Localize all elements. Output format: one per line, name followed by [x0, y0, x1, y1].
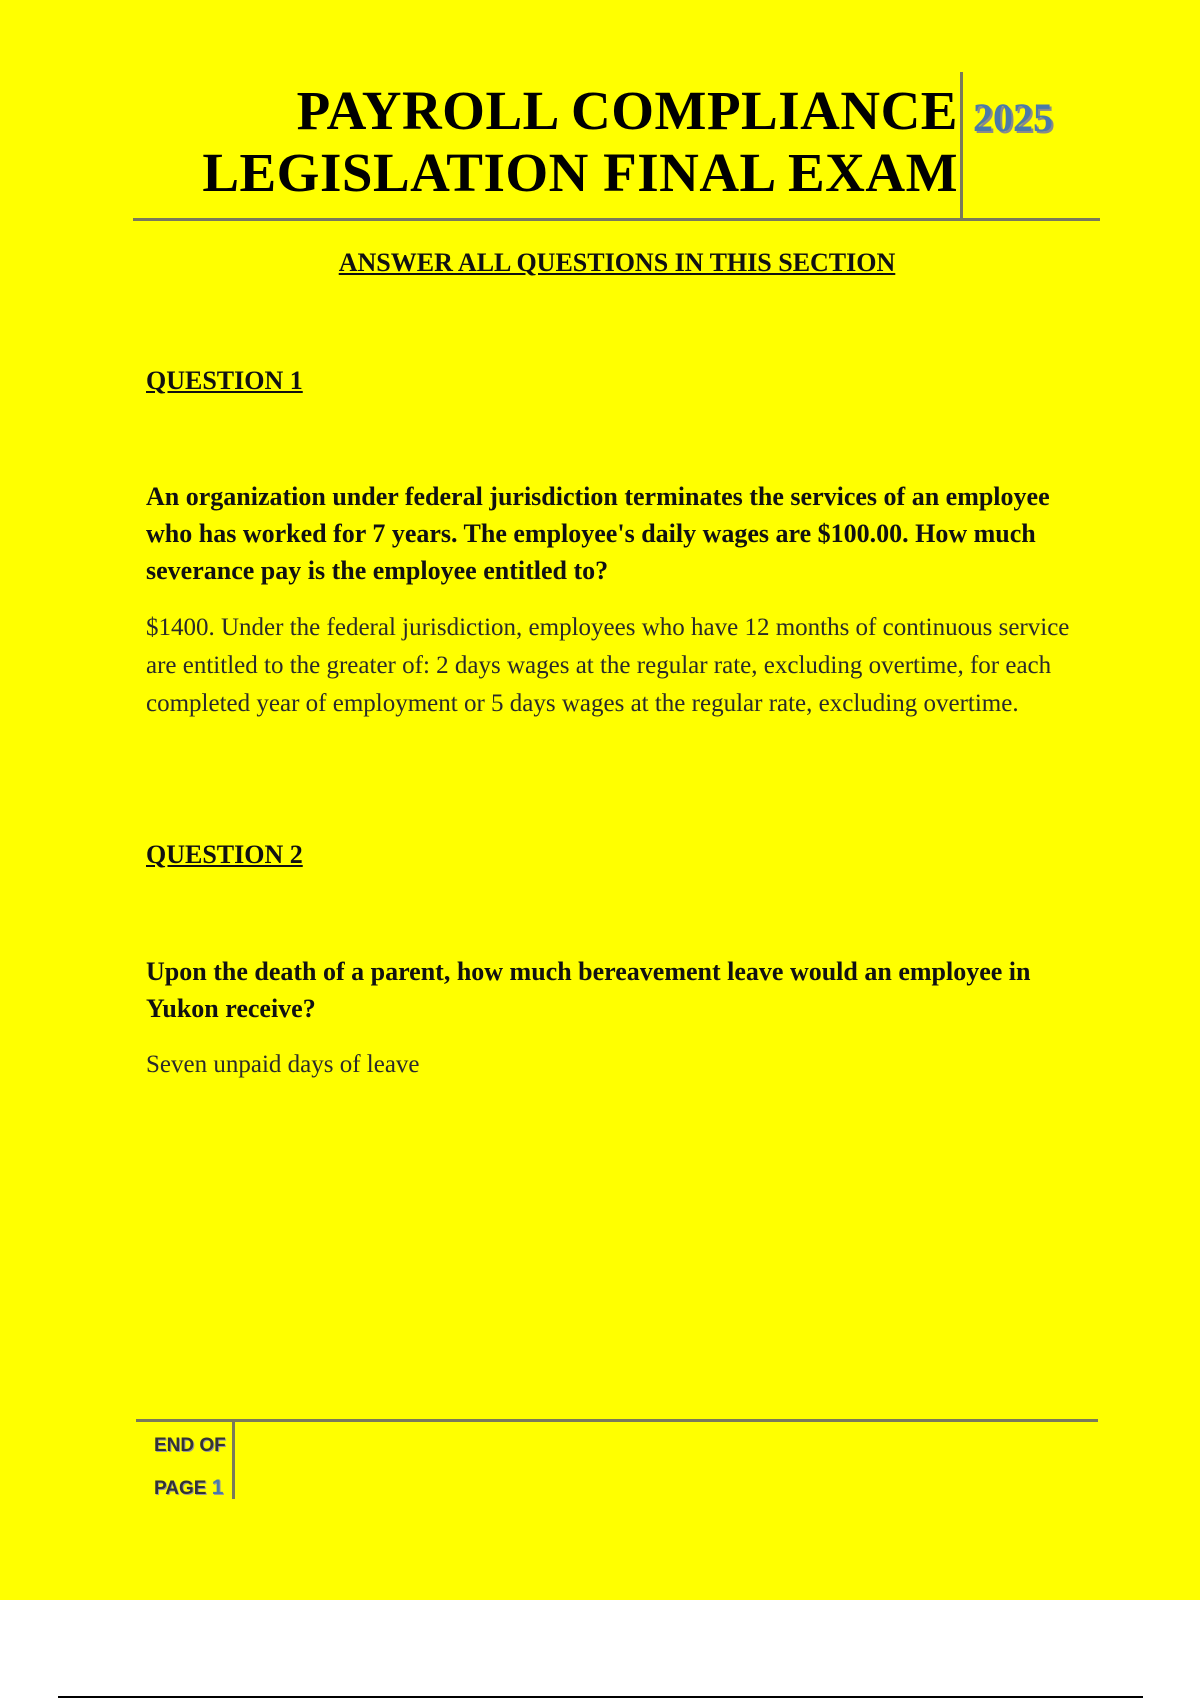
footer-divider-vertical	[232, 1421, 235, 1499]
page-header	[133, 72, 1100, 220]
page-title	[202, 80, 958, 204]
footer-divider-horizontal	[136, 1419, 1098, 1422]
footer-page-prefix: PAGE	[154, 1478, 207, 1499]
footer-line-2	[154, 1467, 226, 1510]
footer-line-1: END OF	[154, 1435, 226, 1456]
question-1-label: QUESTION 1	[146, 366, 303, 395]
bottom-rule	[58, 1696, 1143, 1698]
question-2-label: QUESTION 2	[146, 840, 303, 869]
question-1-answer: $1400. Under the federal jurisdiction, employees who have 12 months of continuous service are entitled to the greater of: 2 days wages at the regular rate, excluding overtime, for each completed year of employment or 5 days wages at the regular rate, excluding overtime.	[146, 614, 1070, 717]
page-number: 1	[211, 1476, 224, 1499]
header-divider-vertical	[960, 72, 963, 220]
question-1-text: An organization under federal jurisdiction terminates the services of an employee who has worked for 7 years. The employee's daily wages are $100.00. How much severance pay is the employee entitled to?	[146, 482, 1050, 585]
year-label: 2025	[973, 95, 1053, 140]
header-divider-horizontal	[133, 218, 1100, 221]
question-2-answer: Seven unpaid days of leave	[146, 1051, 420, 1078]
title-line-1: PAYROLL COMPLIANCE	[296, 80, 958, 141]
question-2-text: Upon the death of a parent, how much bereavement leave would an employee in Yukon receive?	[146, 957, 1031, 1023]
title-line-2: LEGISLATION FINAL EXAM	[202, 142, 958, 203]
section-instruction: ANSWER ALL QUESTIONS IN THIS SECTION	[338, 248, 896, 277]
page-footer	[154, 1425, 226, 1510]
